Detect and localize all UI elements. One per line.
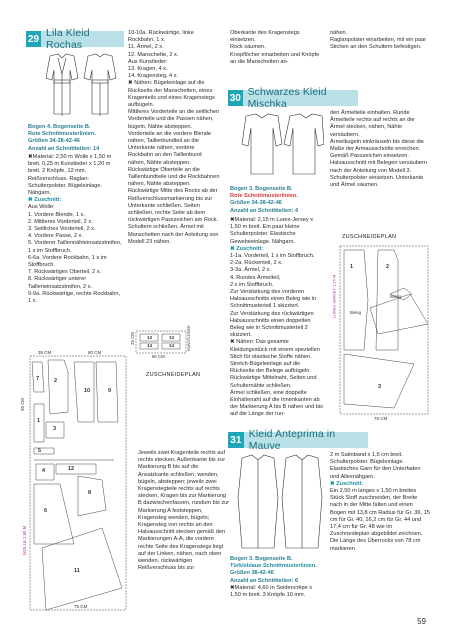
s29-meta-1: Bogen 4. Bogenseite B. (28, 124, 91, 130)
col2-lower-text: Jeweils zwei Kragenteile rechts auf rechts stecken, Außenkante bis zur Markierung B bis auf die Ansatzkante schließen, wenden, bügeln, absteppen; jeweils zwei Kragenstegteile rechts auf rechts stecken, Kragen bis zur Markierung B dazwischenfassen, rundum bis zur Markierung A feststeppen, Kragensteg wenden, bügeln; Kragensteg von rechts an den Halsausschnitt stecken gemäß den Markierungen A-A, die vordere rechte Seite des Kragenstegs liegt auf der Linken, nähen, nach oben wenden, rückwärtigen Reißverschluss bis zur (138, 450, 230, 572)
s31-meta-3: Größen 38-42-46 (230, 570, 274, 577)
wolle-part-2: 2 (54, 378, 58, 384)
lurex-part-1: 1 (350, 264, 354, 270)
wolle-part-1: 1 (37, 418, 41, 424)
kunst-part-14b: 14 (169, 343, 175, 348)
lurex-part-2: 2 (386, 264, 390, 270)
section-30-meta (230, 186, 322, 215)
s31-material: ✖Material: 4,60 m Seidencrêpe x 1,50 m breit. 3 Knöpfe 10 mm. (230, 584, 313, 599)
s29-material-text: ✖Material: 2,50 m Wolle x 1,50 m breit. 0,25 m Kunstleder x 1,20 m breit. 2 Knöpfe, 12 mm. Reißverschluss. Raglan-Schulterpolster. Bügeleinlage. Nähgarn. (28, 154, 112, 197)
s30-cut-heading: ✖ Zuschnitt: (230, 245, 264, 252)
wolle-part-10: 10 (84, 388, 91, 394)
section-30-plan-title: ZUSCHNEIDEPLAN (342, 234, 397, 240)
kunst-height-label: 25 CM (129, 332, 135, 345)
wolle-width-80: 80 CM (88, 350, 102, 355)
wolle-width-75: 75 CM (74, 604, 88, 609)
s30-meta-2: Rote Schnittmusterlinien. (230, 193, 298, 200)
s31-meta-4: Anzahl an Schnittteilen: 6 (230, 577, 299, 584)
s29-naehen: ✖ Nähen: Bügeleinlage auf die Rückseite der Manschetten, eines Kragenteils und eines Kragenstegs aufbügeln. Mittleres Vorderteile an die seitlichen Vorderteile und die Passen nähen, bügeln, Nähte absteppen. Vorderteile an die vordere Blende nähen, Taillenbundteil an die Unterkante nähen, vordere Rockbahn an den Taillenbund nähen, Nähte absteppen. Rückwärtige Oberteile an die Taillenbundteile und die Rockbahnen nähen, Nähte absteppen. Rückwärtige Mitte des Rocks ab der Reißverschlussmarkierung bis zur Unterkante schließen. Seiten schließen, rechte Seite ab dem rückwärtigen Passzeichen am Rock. Schultern schließen. Ärmel mit Manschetten nach der Anleitung von Modell 23 nähen. (128, 80, 220, 245)
wolle-part-7: 7 (36, 376, 40, 382)
wolle-height-95: 95 CM (19, 398, 25, 411)
section-29-title: Lila Kleid Rochas (46, 27, 90, 51)
s30-meta-1: Bogen 3. Bogenseite B. (230, 186, 293, 192)
section-30-right-col (330, 110, 430, 189)
s30-material: ✖Material: 2,15 m Lurex-Jersey x 1,50 m breit. Ein paar kleine Schulterpolster. Elastische Gewebeeinlage. Nähgarn. (230, 217, 314, 245)
col3-top-text: Oberkante des Kragenstegs einsetzen. Rock säumen. Knopflöcher einarbeiten und Knöpfe an die Manschetten an- (230, 30, 320, 65)
s31-cut-text: Ein 2,50 m langes x 1,50 m breites Stück Stoff zuschneiden, der Breite nach in der Mitte falten und einen Bogen mit 13,8 cm Radius für Gr. 36, 15 cm für Gr. 40, 16,2 cm für Gr. 44 und 17,4 cm für Gr. 48 wie im Zuschneideplan abgebildet zeichnen. Die Länge des Überrocks von 78 cm markieren (330, 488, 430, 552)
s29-meta-4: Anzahl an Schnittteilen: 14 (28, 145, 100, 152)
s31-cut-heading: ✖ Zuschnitt: (330, 480, 364, 487)
s29-cut-heading: ✖ Zuschnitt: (28, 197, 62, 204)
section-29-col2-lower (138, 450, 230, 572)
kunst-width-label: 60 CM (152, 354, 165, 359)
section-31-number: 31 (228, 432, 244, 448)
lurex-beleg-2: Beleg (350, 310, 361, 315)
col4-top-text: nähen. Raglanpolster einarbeiten, mit ein paar Stichen an den Schultern befestigen. (330, 30, 427, 51)
section-29-number: 29 (26, 31, 41, 47)
s31-meta-1: Bogen 3. Bogenseite B. (230, 556, 293, 562)
section-31-right-col (330, 452, 430, 553)
section-29-material (28, 154, 122, 305)
kunst-part-13b: 13 (169, 335, 175, 340)
wolle-height-label: WOLLE 1,60 M (22, 525, 28, 556)
wolle-part-4: 4 (42, 468, 46, 474)
section-31-garment-sketch (232, 452, 324, 552)
wolle-part-12: 12 (68, 466, 75, 472)
wolle-width-35: 35 CM (38, 350, 52, 355)
wolle-part-3: 3 (53, 426, 57, 432)
section-30-body (230, 217, 324, 419)
s29-cut-sub: Aus Wolle: (28, 204, 55, 211)
page-number: 59 (417, 617, 426, 626)
s31-meta-2: Türkisblaue Schnittmusterlinien. (230, 563, 317, 570)
s29-cut-list: 1. Vordere Blende, 1 x. 2. Mittleres Vorderteil, 2 x. 3. Seitliches Vorderteil, 2 x. 4. Vordere Passe, 2 x. 5. Vorderer Taillennähteinsatzstreifen, 1 x im Stoffbruch. 6-6a. Vordere Rockbahn, 1 x im Stoffbruch. 7. Rückwärtiges Oberteil, 2 x. 8. Rückwärtiger unterer Tailleneinsatzstreifen, 2 x. 9-9a. Rückwärtige, rechte Rockbahn, 1 x. (28, 211, 122, 305)
wolle-cutting-diagram (18, 352, 132, 614)
section-30-number: 30 (228, 90, 243, 106)
wolle-part-11: 11 (74, 568, 80, 574)
section-30-title: Schwarzes Kleid Mischka (247, 86, 327, 110)
section-30-header (228, 86, 358, 110)
section-31-header (228, 428, 368, 452)
kunst-part-14a: 14 (147, 343, 153, 348)
s30-naehen: ✖ Nähen: Das gesamte Kleidungsstück mit einem speziellen Stich für elastische Stoffe nähen. Stretch-Bügeleinlage auf die Rückseite der Belege aufbügeln. Rückwärtige Mittelnaht, Seiten und Schulternähte schließen. Ärmel schließen, eine doppelte Einhaltenaht auf die Innenkanten ab der Markierung A bis B nähen und bis auf die Länge der run- (230, 339, 323, 418)
s30-right-text: den Ärmelteile einhalten. Runde Ärmelteile rechts auf rechts an die Ärmel stecken, nähen, Nähte versäubern. Ärmelkugeln einkräuseln bis diese die Maße der Armausschnitte erreichen. Gemäß Passzeichen einsetzen. Halsausschnitt mit Belegen versäubern nach der Anleitung von Modell 3. Schulterpolster einsetzen. Unterkante und Ärmel säumen. (330, 110, 428, 189)
s29-meta-3: Größen 34-38-42-46 (28, 138, 80, 145)
wolle-part-9: 9 (108, 388, 112, 394)
s29-meta-2: Rote Schnittmusterlinien. (28, 131, 96, 138)
lurex-beleg-1: Beleg (390, 294, 401, 299)
section-29-meta (28, 124, 120, 153)
col4-top (330, 30, 430, 52)
section-30-garment-sketch (232, 112, 324, 182)
lurex-height: LUREX-JERSEY 1,15 M (331, 274, 337, 319)
kunst-part-13a: 13 (147, 335, 153, 340)
wolle-part-5: 5 (38, 448, 42, 454)
wolle-part-6: 6 (44, 508, 48, 514)
lurex-width: 75 CM (374, 416, 388, 421)
col3-top (230, 30, 322, 66)
wolle-part-8: 8 (88, 490, 92, 496)
section-29-header (26, 27, 124, 51)
lurex-part-3: 3 (378, 384, 382, 390)
section-29-plan-title: ZUSCHNEIDEPLAN (146, 372, 201, 378)
s31-right-text: 2 m Satinband x 1,5 cm breit. Schulterpolster. Bügeleinlage. Elastisches Garn für den Unterfaden und Allesnähgarn. (330, 452, 421, 480)
lurex-cutting-diagram (330, 244, 432, 424)
s30-meta-3: Größen 34-38-42-46 (230, 200, 282, 207)
s29-col2-list: 10-10a. Rückwärtige, linke Rockbahn, 1 x. 11. Ärmel, 2 x. 12. Manschette, 2 x. Aus Kunstleder: 13. Kragen, 4 x. 14. Kragensteg, 4 x. (128, 30, 194, 80)
s30-meta-4: Anzahl an Schnittteilen: 4 (230, 207, 299, 214)
section-29-garment-sketch (32, 52, 122, 122)
s30-cut-list: 1-1a. Vorderteil, 1 x im Stoffbruch. 2-2a. Rückenteil, 2 x. 3-3a. Ärmel, 2 x. 4. Rundes Ärmelteil, 2 x im Stoffbruch. Zur Verstärkung des vorderen Halsausschnitts einen Beleg wie in Schnittmusterteil 1 skizziert. Zur Verstärkung des rückwärtigen Halsausschnitts einen doppelten Beleg wie in Schnittmusterteil 2 skizziert. (230, 253, 317, 339)
kunstleder-cutting-diagram (128, 325, 198, 364)
section-31-title: Kleid Anteprima in Mauve (248, 428, 336, 452)
section-31-meta (230, 556, 324, 599)
section-29-col2 (128, 30, 220, 246)
kunstleder-label: KUNSTLEDER (186, 325, 191, 351)
